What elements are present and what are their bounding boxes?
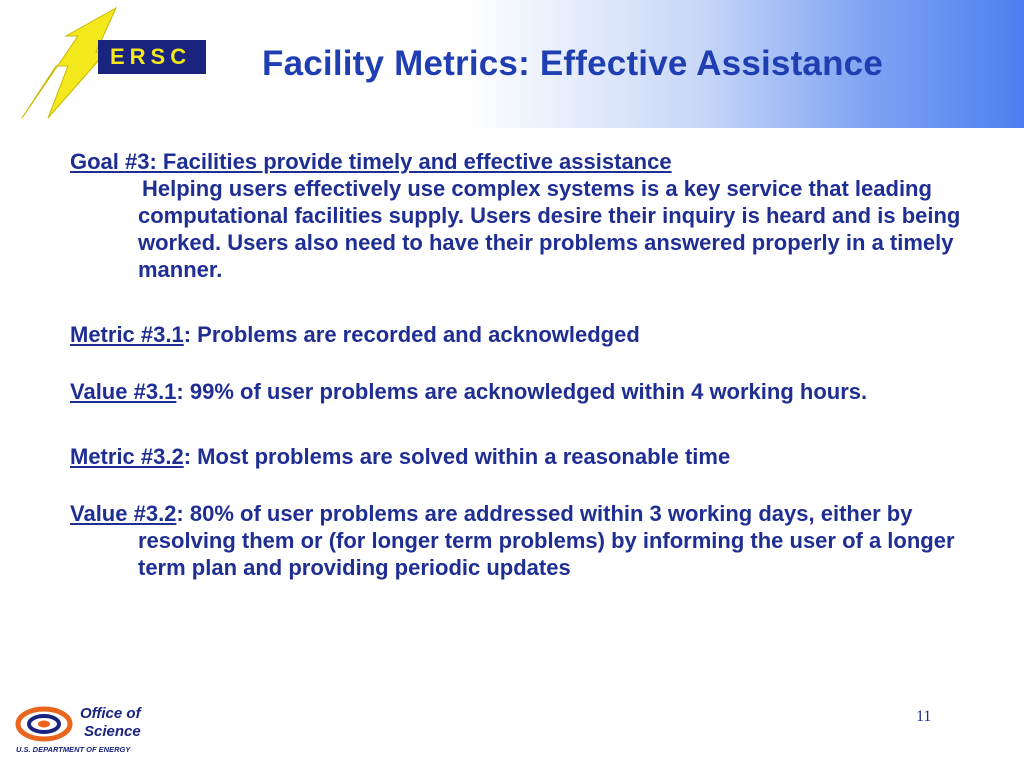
metric-3-2-text: : Most problems are solved within a reasonable time	[183, 444, 731, 469]
value-3-1-label: Value #3.1	[70, 379, 177, 404]
metric-3-2-label: Metric #3.2	[70, 444, 184, 469]
nersc-logo	[18, 6, 218, 122]
value-3-2-text: : 80% of user problems are addressed within 3 working days, either by resolving them or (for longer term problems) by informing the user of a longer term plan and providing periodic updates	[138, 501, 955, 580]
value-3-2	[70, 500, 970, 581]
goal-description: Helping users effectively use complex systems is a key service that leading computational facilities supply. Users desire their inquiry is heard and is being worked. Users also need to have their problems answered properly in a timely manner.	[138, 176, 961, 282]
metric-3-2	[70, 443, 970, 470]
metric-3-1-label: Metric #3.1	[70, 322, 184, 347]
value-3-2-label: Value #3.2	[70, 501, 177, 526]
office-of-science-logo	[14, 700, 174, 758]
page-title: Facility Metrics: Effective Assistance	[262, 44, 884, 83]
metric-3-1-text: : Problems are recorded and acknowledged	[183, 322, 640, 347]
value-3-1	[70, 378, 970, 405]
science-text: Science	[84, 723, 141, 740]
goal-heading	[70, 148, 970, 175]
value-3-1-text: : 99% of user problems are acknowledged within 4 working hours.	[176, 379, 868, 404]
metric-3-1	[70, 321, 970, 348]
page-number: 11	[916, 708, 932, 725]
slide-content	[70, 148, 970, 581]
nersc-logo-text: ERSC	[110, 44, 192, 69]
doe-text: U.S. DEPARTMENT OF ENERGY	[16, 745, 131, 754]
doe-swirl-icon	[18, 709, 70, 739]
office-of-text: Office of	[80, 705, 141, 722]
goal-heading-text: Goal #3: Facilities provide timely and effective assistance	[70, 149, 672, 174]
